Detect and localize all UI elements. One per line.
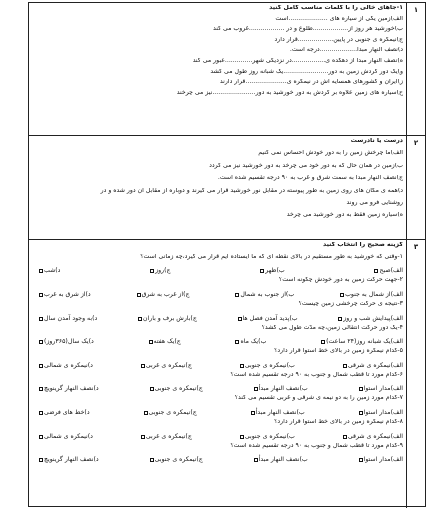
option-label: ب)ظهر (265, 267, 285, 275)
section-1 (29, 3, 425, 136)
statement-item: ج)نصف النهار مبدأ به سمت شرق و غرب به ۹۰ درجه تقسیم شده است. (217, 175, 403, 182)
checkbox-icon[interactable] (343, 435, 347, 439)
checkbox-icon[interactable] (39, 387, 43, 391)
statement-item: روشنایی فرو می روند (346, 199, 403, 206)
checkbox-icon[interactable] (149, 340, 153, 344)
answer-option[interactable] (39, 289, 91, 301)
blank-item: د)نصف النهار مبدأ...................درجه است. (289, 47, 403, 54)
checkbox-icon[interactable] (138, 317, 142, 321)
checkbox-icon[interactable] (260, 269, 264, 273)
answer-option[interactable] (150, 266, 170, 278)
answer-option[interactable] (39, 313, 97, 325)
answer-option[interactable] (338, 313, 403, 325)
option-label: ج)نیمکره ی جنوبی (148, 408, 197, 416)
checkbox-icon[interactable] (374, 269, 378, 273)
answer-option[interactable] (137, 289, 190, 301)
section-title: درست یا نادرست (350, 138, 403, 144)
answer-option[interactable] (39, 407, 90, 419)
option-label: الف)نیمکره ی شرقی (347, 361, 403, 369)
option-label: الف)یک شبانه روز(۲۴ ساعت) (326, 338, 403, 346)
statement-item: ه)سیاره زمین فقط به دور خورشید می چرخد (286, 212, 403, 219)
answer-option[interactable] (39, 454, 99, 466)
option-label: د)از شرق به غرب (44, 290, 91, 298)
option-label: ج)نیمکره ی جنوبی (154, 456, 203, 464)
checkbox-icon[interactable] (359, 411, 363, 415)
checkbox-icon[interactable] (343, 364, 347, 368)
exam-sheet (28, 2, 426, 507)
checkbox-icon[interactable] (39, 411, 43, 415)
option-row (33, 266, 403, 278)
answer-option[interactable] (240, 360, 295, 372)
option-label: ج)نیمکره ی غربی (145, 432, 192, 440)
option-label: ج)از غرب به شرق (141, 290, 190, 298)
option-label: د)به وجود آمدن سال (44, 314, 98, 322)
option-row (33, 454, 403, 466)
answer-option[interactable] (149, 336, 181, 348)
checkbox-icon[interactable] (238, 317, 242, 321)
true-false (33, 138, 403, 237)
question-text: ۹-کدام مورد تا قطب شمال و جنوب به ۹۰ درجه تقسیم شده است؟ (230, 442, 403, 449)
section-2 (29, 136, 425, 240)
option-label: ج)نیمکره ی غربی (145, 361, 192, 369)
checkbox-icon[interactable] (39, 293, 43, 297)
answer-option[interactable] (359, 384, 403, 396)
checkbox-icon[interactable] (359, 387, 363, 391)
answer-option[interactable] (39, 336, 94, 348)
blank-item: ز)ایران و کشورهای همسایه اش در نیمکره ی.....................قرار دارند (219, 79, 403, 86)
statement-item: د)همه ی مکان های روی زمین به طور پیوسته در مقابل نور خورشید قرار می گیرند و دوباره از مقابل آن دور شده و در (100, 187, 403, 194)
checkbox-icon[interactable] (150, 269, 154, 273)
checkbox-icon[interactable] (251, 411, 255, 415)
fill-in-blanks (33, 5, 403, 133)
answer-option[interactable] (340, 289, 403, 301)
section-number: ۳ (406, 240, 425, 508)
option-label: ب)نصف النهار مبدأ (255, 408, 305, 416)
question-list (33, 254, 403, 466)
question-text: ۱-وقتی که خورشید به طور مستقیم در بالای نقطه ای که ما ایستاده ایم قرار می گیرد،چه زمانی است؟ (140, 253, 403, 260)
answer-option[interactable] (235, 336, 266, 348)
option-label: د)نیمکره ی شمالی (44, 361, 93, 369)
answer-option[interactable] (141, 431, 192, 443)
checkbox-icon[interactable] (39, 340, 43, 344)
option-label: الف)مدار استوا (363, 385, 403, 393)
answer-option[interactable] (144, 407, 197, 419)
option-label: ب)نیمکره ی جنوبی (244, 432, 295, 440)
option-label: الف)از شمال به جنوب (345, 290, 403, 298)
section-title: گزینه صحیح را انتخاب کنید (323, 242, 403, 248)
blank-item: ح)سیاره های زمین علاوه بر گردش به دور خورشید به دور......................نیز می چرخند (176, 89, 403, 96)
option-label: ب)نصف النهار مبدأ (258, 385, 308, 393)
blank-item: الف)زمین یکی از سیاره های ....................است (275, 15, 403, 22)
option-label: د)نیمکره ی شمالی (44, 432, 93, 440)
answer-option[interactable] (240, 431, 295, 443)
checkbox-icon[interactable] (240, 364, 244, 368)
question-text: ۷-کدام مورد زمین را به دو نیمه ی شرقی و غربی تقسیم می کند؟ (234, 395, 403, 402)
option-label: د)شب (44, 267, 61, 275)
multiple-choice (33, 242, 403, 506)
option-label: الف)مدار استوا (363, 456, 403, 464)
question-text: ۶-کدام مورد تا قطب شمال و جنوب به ۹۰ درجه تقسیم شده است؟ (230, 371, 403, 378)
option-label: د)نصف النهار گرینویچ (44, 385, 99, 393)
answer-option[interactable] (150, 384, 203, 396)
question-text: ۲-جهت حرکت زمین به دور خودش چگونه است؟ (278, 277, 403, 284)
option-label: ب)پدید آمدن فصل ها (242, 314, 298, 322)
answer-option[interactable] (138, 313, 197, 325)
option-label: ج)روز (155, 267, 171, 275)
answer-option[interactable] (141, 360, 192, 372)
answer-option[interactable] (254, 454, 308, 466)
checkbox-icon[interactable] (39, 458, 43, 462)
checkbox-icon[interactable] (254, 458, 258, 462)
option-label: الف)پیدایش شب و روز (343, 314, 403, 322)
answer-option[interactable] (39, 384, 99, 396)
answer-option[interactable] (321, 336, 403, 348)
answer-option[interactable] (235, 289, 294, 301)
question-text: ۸-کدام نیمکره زمین در بالای خط استوا قرار دارد؟ (274, 418, 403, 425)
option-label: ج)بارش برف و باران (142, 314, 197, 322)
blank-item: ه)نصف النهار مبدأ از دهکده ی.................در نزدیکی شهر..............عبور می کند (192, 57, 403, 64)
option-row (33, 289, 403, 301)
checkbox-icon[interactable] (240, 435, 244, 439)
option-label: د)یک سال(۳۶۵روز) (44, 338, 94, 346)
statement-item: ب)زمین در همان حال که به دور خود می چرخد به دور خورشید نیز می گردد (209, 162, 403, 169)
answer-option[interactable] (39, 266, 60, 278)
option-label: الف)نیمکره ی شرقی (347, 432, 403, 440)
answer-option[interactable] (343, 360, 403, 372)
section-3 (29, 240, 425, 508)
checkbox-icon[interactable] (141, 435, 145, 439)
checkbox-icon[interactable] (39, 435, 43, 439)
checkbox-icon[interactable] (144, 411, 148, 415)
checkbox-icon[interactable] (39, 317, 43, 321)
option-label: ج)نیمکره ی جنوبی (154, 385, 203, 393)
option-row (33, 407, 403, 419)
option-label: ب)یک ماه (240, 338, 267, 346)
statement-item: الف)ما چرخش زمین را به دور خودش احساس نمی کنیم (258, 150, 403, 157)
answer-option[interactable] (39, 431, 93, 443)
answer-option[interactable] (254, 384, 308, 396)
section-number: ۱ (406, 3, 425, 135)
checkbox-icon[interactable] (359, 458, 363, 462)
answer-option[interactable] (251, 407, 305, 419)
checkbox-icon[interactable] (254, 387, 258, 391)
option-label: ج)یک هفته (153, 338, 181, 346)
answer-option[interactable] (39, 360, 93, 372)
checkbox-icon[interactable] (150, 387, 154, 391)
checkbox-icon[interactable] (235, 293, 239, 297)
answer-option[interactable] (260, 266, 284, 278)
checkbox-icon[interactable] (340, 293, 344, 297)
option-row (33, 431, 403, 443)
option-label: ب)نصف النهار مبدأ (258, 456, 308, 464)
option-label: ب)از جنوب به شمال (240, 290, 295, 298)
checkbox-icon[interactable] (150, 458, 154, 462)
section-title: ۱-جاهای خالی را با کلمات مناسب کامل کنید (269, 5, 403, 11)
answer-option[interactable] (150, 454, 203, 466)
option-label: د)خط های فرضی (44, 408, 90, 416)
answer-option[interactable] (374, 266, 403, 278)
question-text: ۴-یک دور حرکت انتقالی زمین،چه مدّت طول می کشد؟ (261, 324, 403, 331)
blank-item: ج)نیمکره ی جنوبی در پایین..................قرار دارد (274, 36, 403, 43)
section-number: ۲ (406, 136, 425, 239)
checkbox-icon[interactable] (141, 364, 145, 368)
option-label: الف)صبح (379, 267, 403, 275)
question-text: ۵-کدام نیمکره زمین در بالای خط استوا قرار دارد؟ (274, 348, 403, 355)
answer-option[interactable] (359, 454, 403, 466)
option-label: الف)مدار استوا (363, 408, 403, 416)
option-label: د)نصف النهار گرینویچ (44, 456, 99, 464)
checkbox-icon[interactable] (137, 293, 141, 297)
checkbox-icon[interactable] (338, 317, 342, 321)
checkbox-icon[interactable] (39, 364, 43, 368)
option-label: ب)نیمکره ی جنوبی (244, 361, 295, 369)
checkbox-icon[interactable] (321, 340, 325, 344)
answer-option[interactable] (238, 313, 298, 325)
answer-option[interactable] (343, 431, 403, 443)
blank-item: ب)خورشید هر روز از..................طلوع و در ..................غروب می کند (212, 26, 403, 33)
checkbox-icon[interactable] (235, 340, 239, 344)
checkbox-icon[interactable] (39, 269, 43, 273)
option-row (33, 360, 403, 372)
answer-option[interactable] (359, 407, 403, 419)
option-row (33, 384, 403, 396)
question-text: ۳-نتیجه ی حرکت چرخشی زمین چیست؟ (298, 300, 403, 307)
option-row (33, 313, 403, 325)
option-row (33, 336, 403, 348)
blank-item: و)یک دور گردش زمین به دور.......................یک شبانه روز طول می کشد (210, 68, 403, 75)
